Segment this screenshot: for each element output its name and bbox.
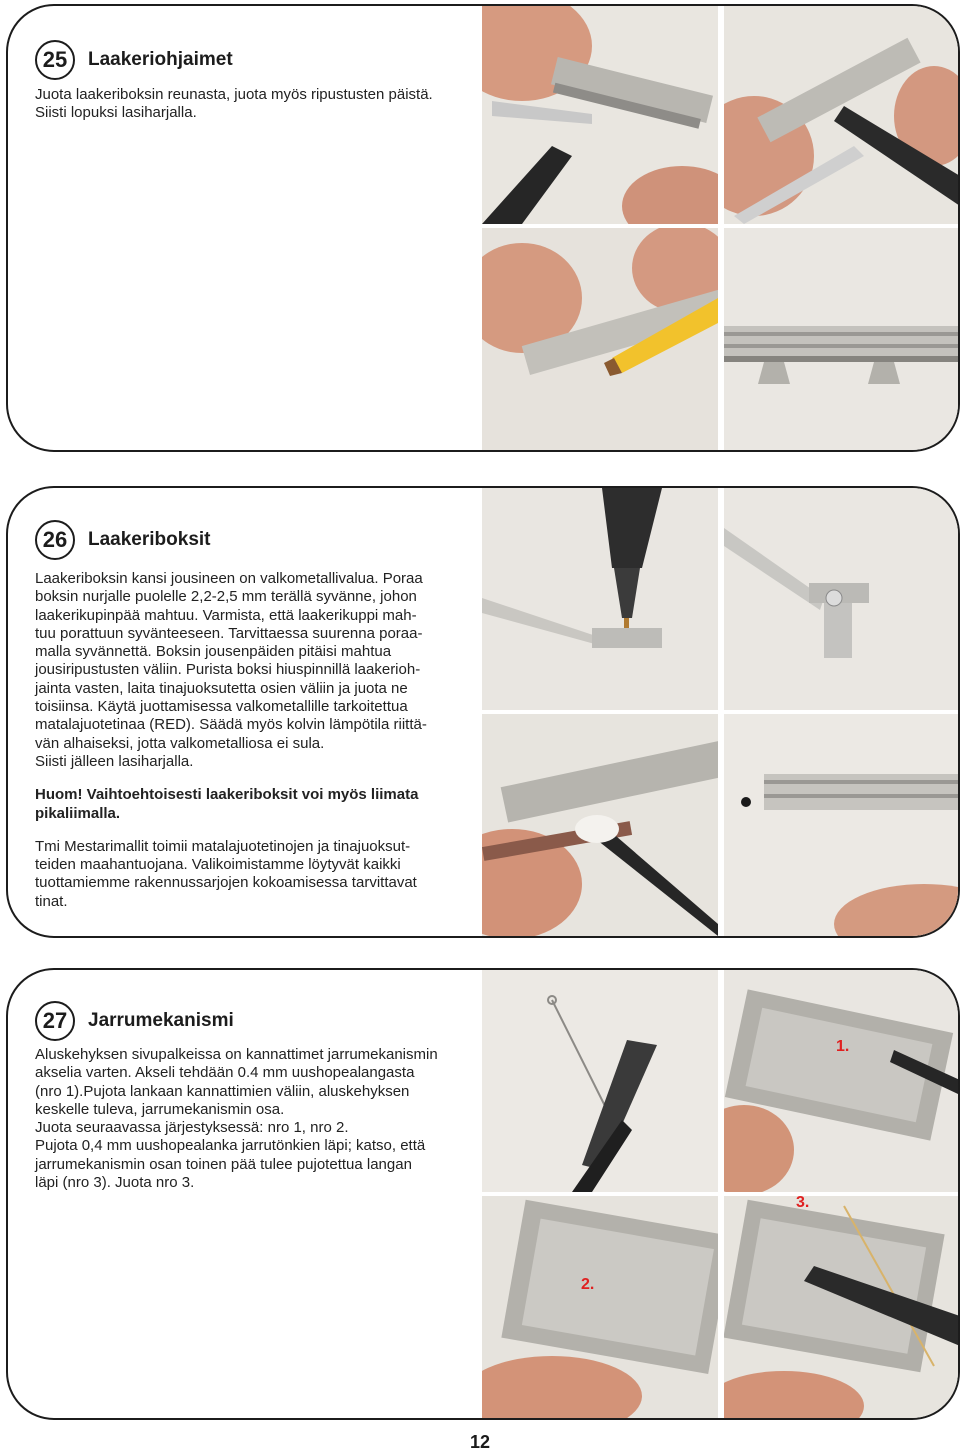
text-line: boksin nurjalle puolelle 2,2-2,5 mm terällä syvänne, johon [35,588,417,606]
step-number: 25 [35,40,75,80]
text-line: jainta vasten, laita tinajuoksutetta osien väliin ja juota ne [35,679,408,697]
text-line: Juota laakeriboksin reunasta, juota myös ripustusten päistä. [35,86,433,103]
text-line: (nro 1).Pujota lankaan kannattimien väliin, aluskehyksen [35,1082,410,1100]
text-line: Siisti lopuksi lasiharjalla. [35,104,197,122]
step-27-text [35,1046,438,1192]
step-title: Laakeriohjaimet [88,49,233,70]
text-line: keskelle tuleva, jarrumekanismin osa. [35,1100,285,1118]
text-line: tinat. [35,892,68,910]
text-line: Laakeriboksin kansi jousineen on valkometallivalua. Poraa [35,570,423,587]
step-26-header [35,520,211,560]
step-title: Jarrumekanismi [88,1010,234,1031]
step-25-panel [6,4,960,452]
photo-wagon-axlebox [724,714,960,936]
step-26-text [35,570,427,911]
photo-label-2: 2. [581,1276,595,1293]
photo-soldering-right [724,6,960,224]
photo-brushing [482,228,718,450]
note-line: Huom! Vaihtoehtoisesti laakeriboksit voi myös liimata [35,786,419,804]
text-line: akselia varten. Akseli tehdään 0.4 mm uushopealangasta [35,1064,415,1082]
text-line: toisiinsa. Käytä juottamisessa valkometallille tarkoitettua [35,698,408,716]
photo-label-1: 1. [836,1038,850,1055]
photo-axlebox-part [724,488,960,710]
step-25-header [35,40,233,80]
text-line: vän alhaiseksi, jotta valkometalliosa ei sula. [35,734,325,752]
photo-soldering-axlebox [482,714,718,936]
photo-finished-wagon [724,228,960,450]
photo-soldering-left [482,6,718,224]
photo-brake-part [482,970,718,1192]
step-27-header [35,1001,234,1041]
text-line: tuu porattuun syvänteeseen. Tarvittaessa suurenna poraa- [35,624,423,642]
photo-underframe-2 [482,1196,718,1418]
photo-label-3: 3. [796,1196,810,1211]
photo-drilling [482,488,718,710]
step-25-text [35,86,433,123]
text-line: teiden maahantuojana. Valikoimistamme löytyvät kaikki [35,856,401,874]
text-line: tuottamiemme rakennussarjojen kokoamisessa tarvittavat [35,874,417,892]
text-line: laakerikupinpää mahtuu. Varmista, että laakerikuppi mah- [35,606,417,624]
text-line: Juota seuraavassa järjestyksessä: nro 1, nro 2. [35,1119,349,1137]
photo-underframe-3 [724,1196,960,1418]
step-number: 27 [35,1001,75,1041]
text-line: malla syvännettä. Boksin jousenpäiden pitäisi mahtua [35,643,392,661]
step-title: Laakeriboksit [88,529,211,550]
text-line: Tmi Mestarimallit toimii matalajuotetinojen ja tinajuoksut- [35,837,411,855]
page-number: 12 [469,1432,491,1452]
text-line: jarrumekanismin osan toinen pää tulee pujotettua langan [35,1155,412,1173]
text-line: läpi (nro 3). Juota nro 3. [35,1174,195,1192]
text-line: Aluskehyksen sivupalkeissa on kannattimet jarrumekanismin [35,1046,438,1063]
note-line: pikaliimalla. [35,804,121,822]
step-26-panel [6,486,960,938]
text-line: Siisti jälleen lasiharjalla. [35,752,194,770]
photo-underframe-1 [724,970,960,1192]
step-number: 26 [35,520,75,560]
text-line: matalajuotetinaa (RED). Säädä myös kolvin lämpötila riittä- [35,716,427,734]
text-line: Pujota 0,4 mm uushopealanka jarrutönkien läpi; katso, että [35,1137,426,1155]
text-line: jousiripustusten väliin. Purista boksi hiuspinnillä laakerioh- [35,661,421,679]
step-27-panel [6,968,960,1420]
